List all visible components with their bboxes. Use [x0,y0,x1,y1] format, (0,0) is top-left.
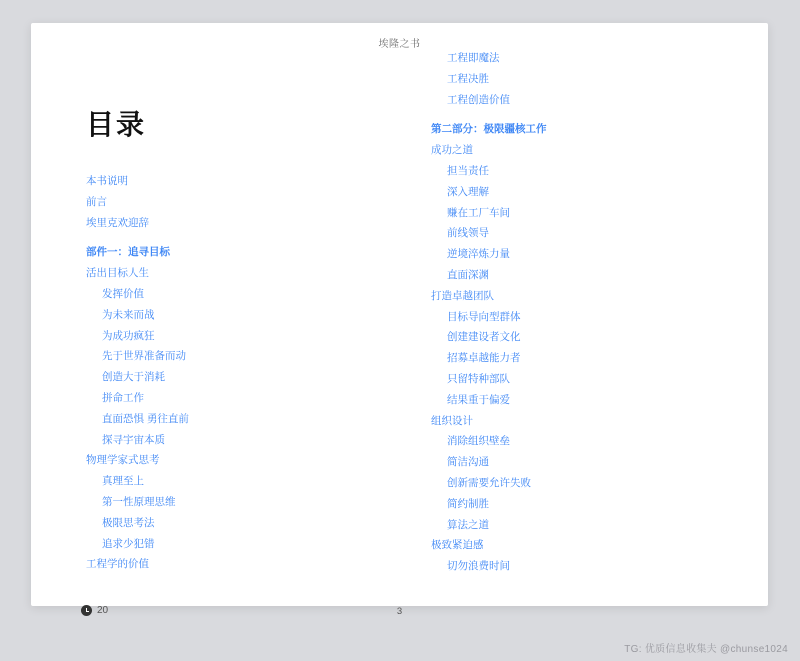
page-title: 目录 [86,109,147,140]
toc-entry[interactable]: 简洁沟通 [447,456,489,469]
toc-columns [31,23,768,606]
toc-entry[interactable]: 创造大于消耗 [102,371,165,384]
toc-entry[interactable]: 探寻宇宙本质 [102,433,165,446]
toc-entry[interactable]: 极致紧迫感 [431,539,484,552]
toc-entry[interactable]: 成功之道 [431,144,473,157]
toc-entry[interactable]: 创建建设者文化 [447,331,521,344]
toc-entry[interactable]: 只留特种部队 [447,372,510,385]
toc-entry[interactable]: 切勿浪费时间 [447,560,510,573]
toc-entry[interactable]: 本书说明 [86,175,128,187]
toc-entry[interactable]: 极限思考法 [102,516,155,529]
toc-entry[interactable]: 前线领导 [447,227,489,240]
toc-entry[interactable]: 招募卓越能力者 [447,352,521,365]
toc-entry[interactable]: 逆境淬炼力量 [447,248,510,261]
toc-left-entry-list [86,171,386,575]
toc-entry[interactable]: 为成功疯狂 [102,329,155,342]
toc-right-column [431,48,731,577]
toc-entry[interactable]: 算法之道 [447,518,489,531]
toc-entry[interactable]: 追求少犯错 [102,537,155,550]
toc-entry[interactable]: 为未来而战 [102,308,155,321]
page-header-title: 埃隆之书 [378,39,421,50]
toc-entry[interactable]: 埃里克欢迎辞 [86,216,149,229]
toc-entry[interactable]: 物理学家式思考 [86,454,160,467]
page-number: 3 [396,606,403,617]
toc-entry[interactable]: 拼命工作 [102,391,144,404]
toc-entry[interactable]: 工程学的价值 [86,558,149,571]
toc-entry[interactable]: 简约制胜 [447,497,489,510]
toc-entry[interactable]: 直面深渊 [447,268,489,281]
toc-entry[interactable]: 直面恐惧 勇往直前 [102,412,189,425]
toc-entry[interactable]: 目标导向型群体 [447,310,521,323]
document-page [31,23,768,617]
toc-entry[interactable]: 创新需要允许失败 [447,476,531,489]
toc-entry[interactable]: 赚在工厂车间 [447,206,510,219]
toc-entry[interactable]: 组织设计 [431,414,473,427]
toc-entry[interactable]: 第二部分：极限疆核工作 [431,123,547,136]
toc-entry[interactable]: 工程即魔法 [447,52,500,64]
toc-entry[interactable]: 真理至上 [102,475,144,488]
toc-entry[interactable]: 打造卓越团队 [431,289,494,302]
toc-left-column [86,103,386,575]
toc-entry[interactable]: 前言 [86,195,107,208]
toc-entry[interactable]: 结果重于偏爱 [447,393,510,406]
toc-entry[interactable]: 消除组织壁垒 [447,435,510,448]
toc-entry[interactable]: 工程决胜 [447,72,489,85]
toc-entry[interactable]: 发挥价值 [102,287,144,300]
toc-entry[interactable]: 深入理解 [447,185,489,198]
toc-entry[interactable]: 部件一：追寻目标 [86,246,170,259]
toc-right-entry-list [431,48,731,577]
toc-entry[interactable]: 先于世界准备而动 [102,350,186,363]
toc-entry[interactable]: 担当责任 [447,164,489,177]
toc-entry[interactable]: 第一性原理思维 [102,495,176,508]
toc-entry[interactable]: 活出目标人生 [86,267,149,280]
watermark-text: TG: 优质信息收集夫 @chunse1024 [624,644,788,655]
toc-entry[interactable]: 工程创造价值 [447,93,510,106]
reading-time-value: 20 [97,605,109,616]
